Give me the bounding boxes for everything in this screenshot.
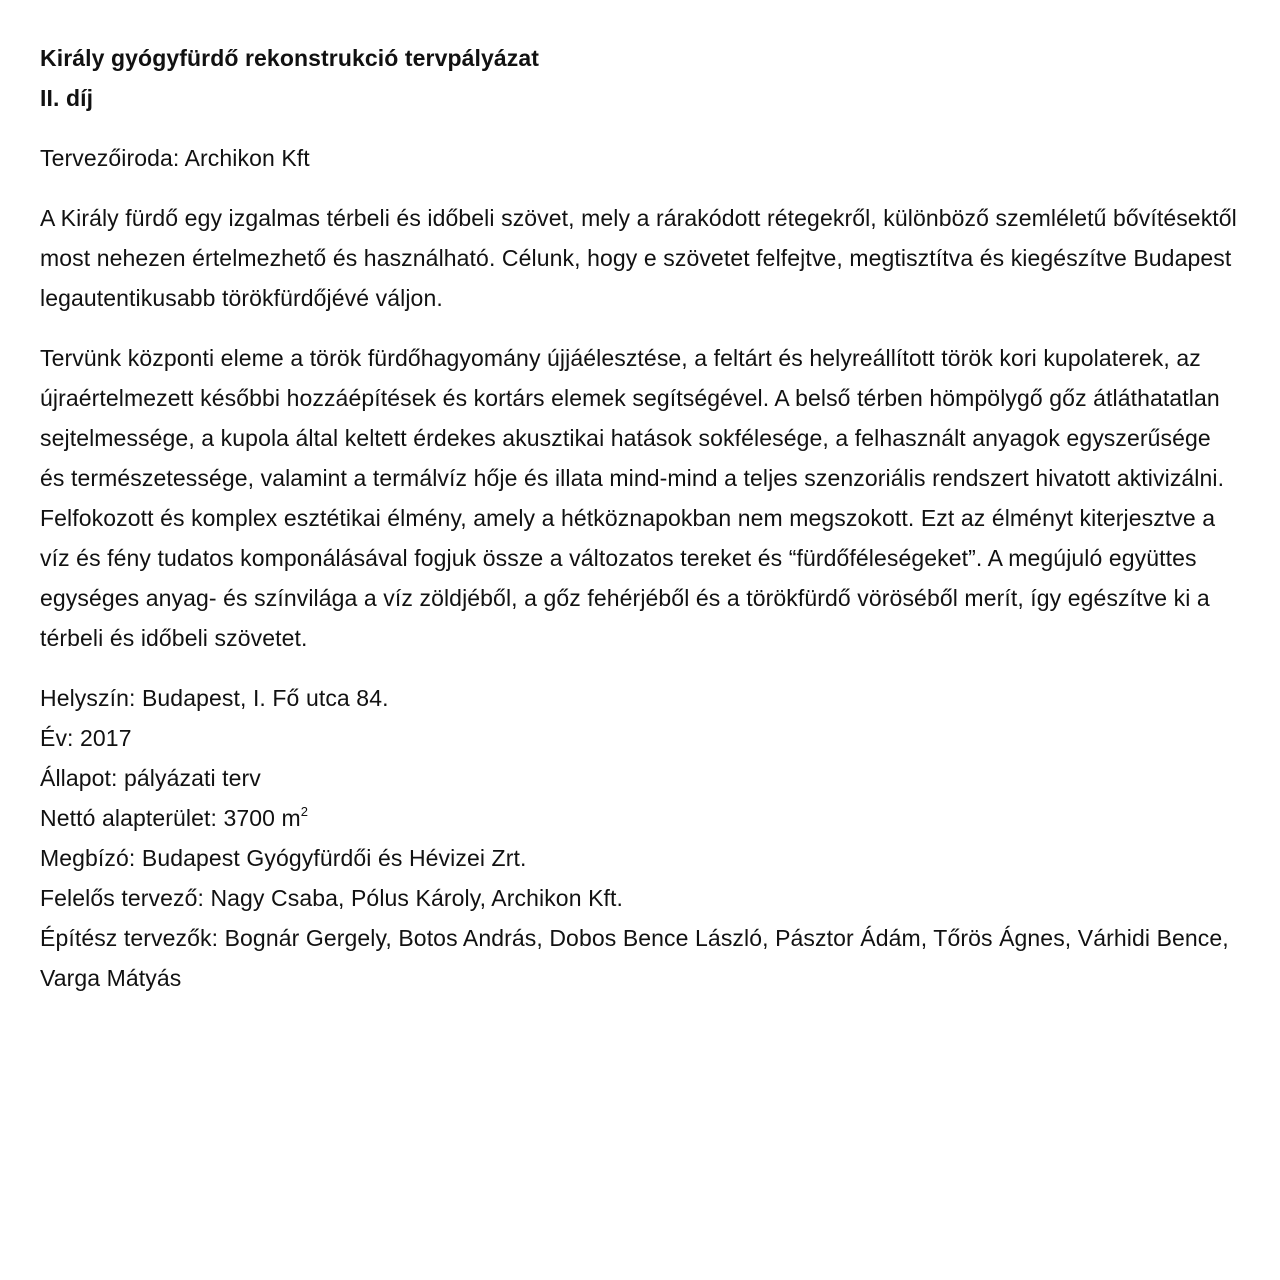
concept-paragraph: Tervünk központi eleme a török fürdőhagyomány újjáélesztése, a feltárt és helyreállított török kori kupolaterek, az újraértelmezett későbbi hozzáépítések és kortárs elemek segítségével. A belső térben hömpölygő gőz átláthatatlan sejtelmessége, a kupola által keltett érdekes akusztikai hatások sokfélesége, a felhasznált anyagok egyszerűsége és természetessége, valamint a termálvíz hője és illata mind-mind a teljes szenzoriális rendszert hivatott aktivizálni. Felfokozott és komplex esztétikai élmény, amely a hétköznapokban nem megszokott. Ezt az élményt kiterjesztve a víz és fény tudatos komponálásával fogjuk össze a változatos tereket és “fürdőféleségeket”. A megújuló együttes egységes anyag- és színvilága a víz zöldjéből, a gőz fehérjéből és a törökfürdő vöröséből merít, így egészítve ki a térbeli és időbeli szövetet. bbox=[40, 345, 1225, 651]
intro-paragraph: A Király fürdő egy izgalmas térbeli és időbeli szövet, mely a rárakódott rétegekről, különböző szemléletű bővítésektől most nehezen értelmezhető és használható. Célunk, hogy e szövetet felfejtve, megtisztítva és kiegészítve Budapest legautentikusabb törökfürdőjévé váljon. bbox=[40, 205, 1237, 311]
detail-area bbox=[40, 798, 1240, 838]
detail-client: Megbízó: Budapest Gyógyfürdői és Hévizei Zrt. bbox=[40, 845, 527, 871]
design-office: Tervezőiroda: Archikon Kft bbox=[40, 145, 310, 171]
detail-architects: Építész tervezők: Bognár Gergely, Botos András, Dobos Bence László, Pásztor Ádám, Tőrös Ágnes, Várhidi Bence, Varga Mátyás bbox=[40, 925, 1229, 991]
detail-year: Év: 2017 bbox=[40, 725, 132, 751]
award-label: II. díj bbox=[40, 85, 94, 111]
detail-status: Állapot: pályázati terv bbox=[40, 765, 261, 791]
detail-location: Helyszín: Budapest, I. Fő utca 84. bbox=[40, 685, 389, 711]
project-details bbox=[40, 678, 1240, 998]
project-description bbox=[40, 38, 1240, 998]
project-title: Király gyógyfürdő rekonstrukció tervpályázat bbox=[40, 45, 540, 71]
detail-area-text: Nettó alapterület: 3700 m bbox=[40, 805, 301, 831]
detail-area-superscript: 2 bbox=[300, 804, 309, 820]
detail-lead-designer: Felelős tervező: Nagy Csaba, Pólus Károly, Archikon Kft. bbox=[40, 885, 623, 911]
